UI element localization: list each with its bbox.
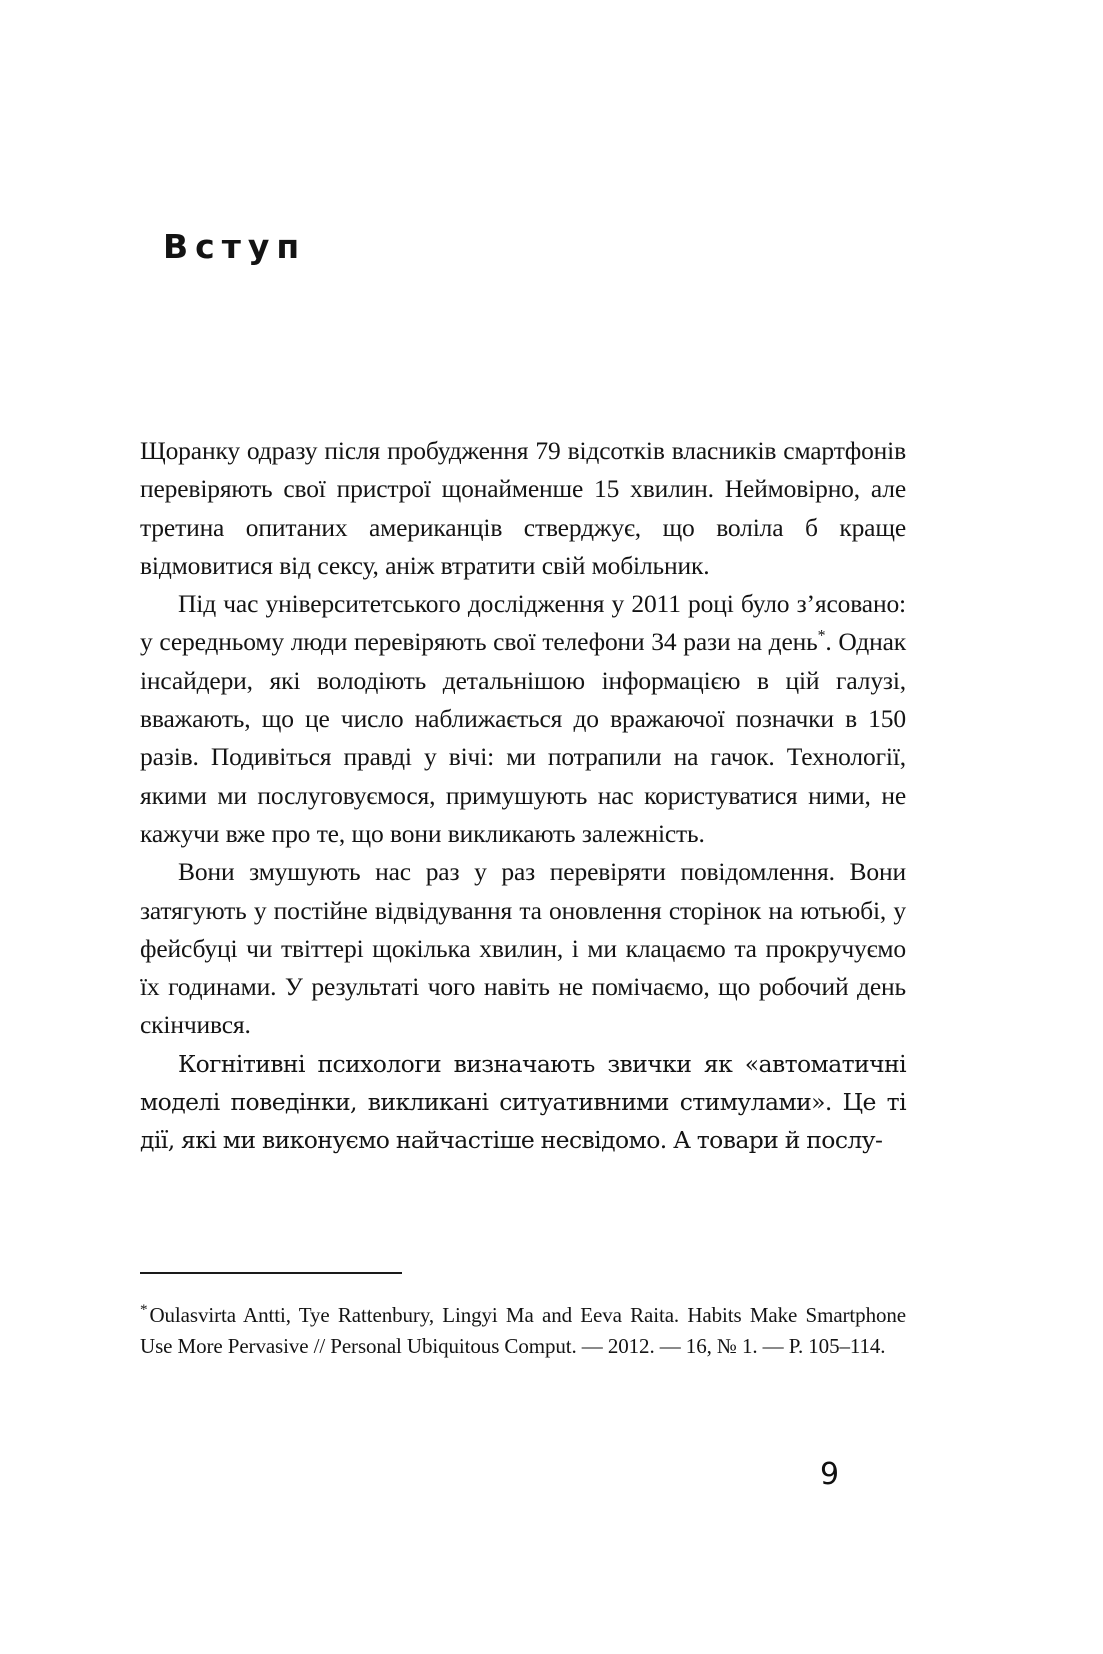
body-paragraph-1: Щоранку одразу після пробудження 79 відсотків власників смартфонів перевіряють свої пристрої щонайменше 15 хвилин. Неймовірно, але третина опитаних американців стверджує, що воліла б краще відмовитися від сексу, аніж втратити свій мобільник. — [140, 436, 906, 580]
body-paragraph-2 — [140, 585, 906, 853]
body-paragraph-4: Когнітивні психологи визначають звички як «автоматичні моделі поведінки, викликані ситуативними стимулами». Це ті дії, які ми виконуємо найчастіше несвідомо. А товари й послу- — [140, 1049, 906, 1155]
page-number: 9 — [820, 1457, 840, 1492]
footnote-star-icon: * — [140, 1302, 148, 1318]
page-title: Вступ — [163, 227, 307, 267]
footnote-block — [140, 1272, 906, 1362]
footnote-citation-text: Oulasvirta Antti, Tye Rattenbury, Lingyi Ma and Eeva Raita. Habits Make Smartphone Use More Pervasive // Personal Ubiquitous Comput. — 2012. — 16, № 1. — P. 105–114. — [140, 1303, 906, 1358]
body-paragraph-3: Вони змушують нас раз у раз перевіряти повідомлення. Вони затягують у постійне відвідування та оновлення сторінок на ютьюбі, у фейсбуці чи твіттері щокілька хвилин, і ми клацаємо та прокручуємо їх годинами. У результаті чого навіть не помічаємо, що робочий день скінчився. — [140, 857, 906, 1040]
body-text-column — [140, 432, 906, 1160]
footnote-reference-marker[interactable]: * — [817, 627, 826, 645]
paragraph-2-text-before-footnote: Під час університетського дослідження у 2011 році було з’ясовано: у середньому люди перевіряють свої телефони 34 рази на день — [140, 589, 906, 657]
footnote-separator-rule — [140, 1272, 402, 1274]
footnote-entry — [140, 1300, 906, 1362]
paragraph-2-text-after-footnote: . Однак інсайдери, які володіють детальнішою інформацією в цій галузі, вважають, що це число наближається до вражаючої позначки в 150 разів. Подивіться правді у вічі: ми потрапили на гачок. Технології, якими ми послуговуємося, примушують нас користуватися ними, не кажучи вже про те, що вони викликають залежність. — [140, 627, 906, 848]
